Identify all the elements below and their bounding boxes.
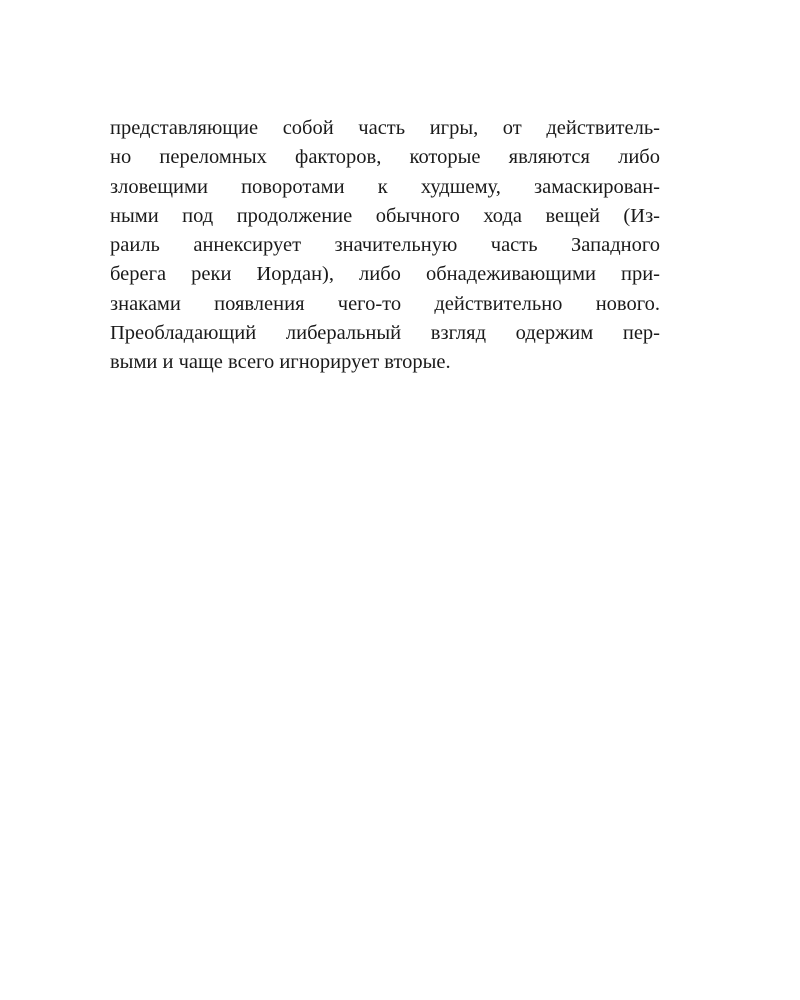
text-line: ными под продолжение обычного хода вещей (Из- (110, 204, 660, 227)
text-line: Преобладающий либеральный взгляд одержим пер- (110, 322, 660, 345)
text-line: выми и чаще всего игнорирует вторые. (110, 351, 451, 374)
text-line: но переломных факторов, которые являются либо (110, 146, 660, 169)
text-line: раиль аннексирует значительную часть Западного (110, 234, 660, 257)
text-line: представляющие собой часть игры, от действитель- (110, 117, 660, 139)
text-line: знаками появления чего-то действительно нового. (110, 292, 660, 315)
text-line: зловещими поворотами к худшему, замаскирован- (110, 175, 660, 198)
body-paragraph (110, 114, 660, 378)
text-line: берега реки Иордан), либо обнадеживающими при- (110, 263, 660, 286)
